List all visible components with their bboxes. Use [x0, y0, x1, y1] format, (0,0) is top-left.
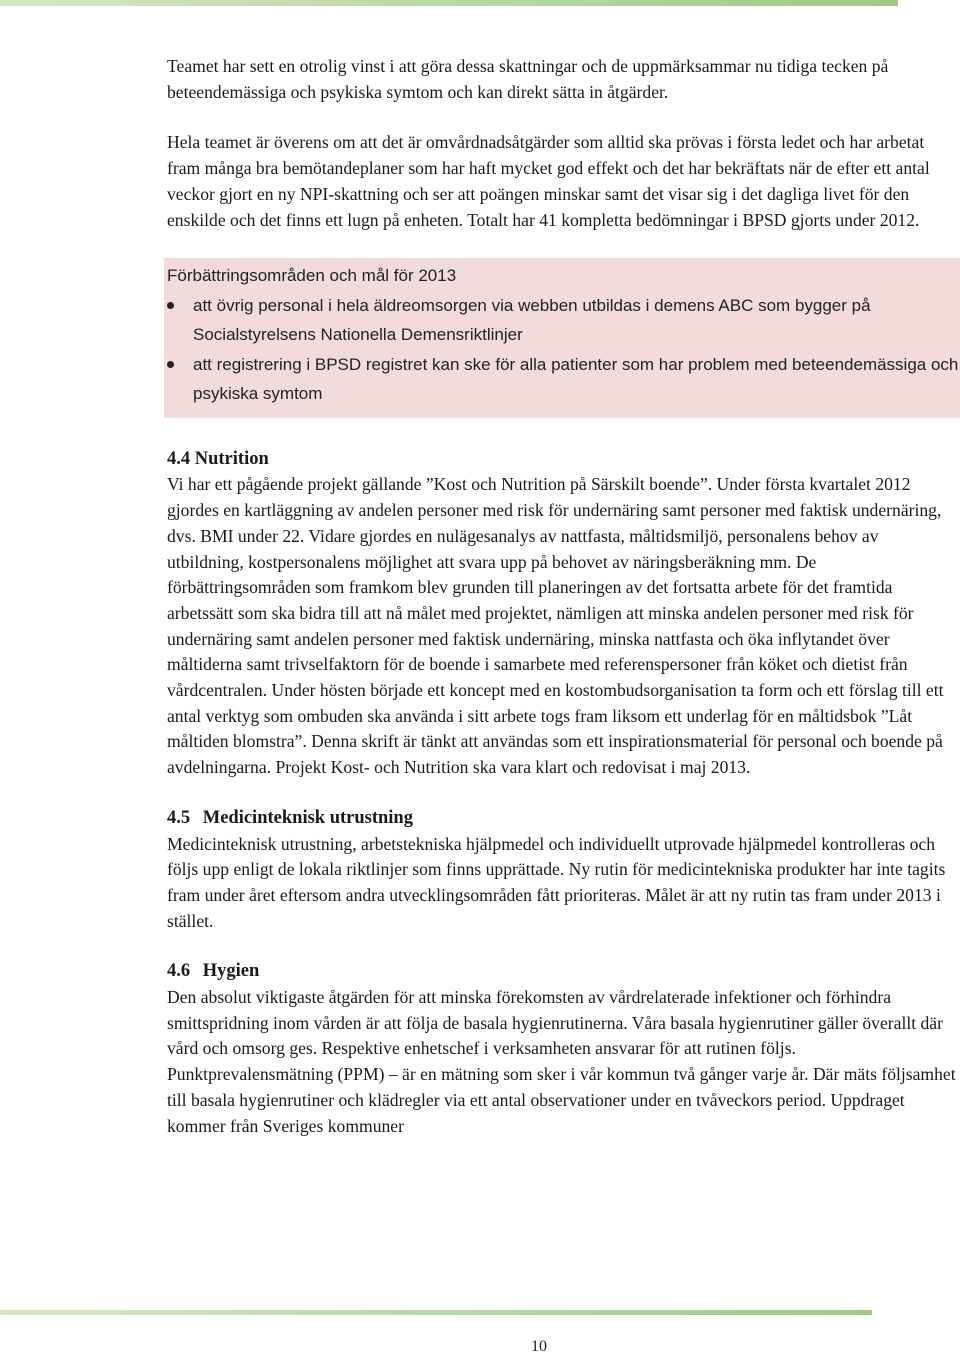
section-heading-nutrition: [167, 447, 957, 473]
section-heading-medtech: [167, 806, 957, 832]
section-title: Medicinteknisk utrustning: [202, 807, 413, 828]
header-rule: [0, 0, 898, 6]
intro-paragraph-2: Hela teamet är överens om att det är omvårdnadsåtgärder som alltid ska prövas i första ledet och har arbetat fram många bra bemötandeplaner som har haft mycket god effekt och det har bekräftats när de efter ett antal veckor gjort en ny NPI-skattning och ser att poängen minskar samt det visar sig i det dagliga livet för den enskilde och det finns ett lugn på enheten. Totalt har 41 kompletta bedömningar i BPSD gjorts under 2012.: [167, 132, 930, 230]
section-title: Nutrition: [194, 448, 269, 469]
section-body-hygiene: Den absolut viktigaste åtgärden för att minska förekomsten av vårdrelaterade infektioner och förhindra smittspridning inom vården är att följa de basala hygienrutinerna. Våra basala hygienrutiner gäller överallt där vård och omsorg ges. Respektive enhetschef i verksamheten ansvarar för att rutinen följs. Punktprevalensmätning (PPM) – är en mätning som sker i vår kommun två gånger varje år. Där mäts följsamhet till basala hygienrutiner och klädregler via ett antal observationer under en tvåveckors period. Uppdraget kommer från Sveriges kommuner: [167, 987, 956, 1136]
callout-title: Förbättringsområden och mål för 2013: [167, 266, 457, 286]
callout-list-item: att registrering i BPSD registret kan ske för alla patienter som har problem med beteendemässiga och psykiska symtom: [167, 350, 960, 409]
section-number: 4.6: [167, 961, 191, 982]
footer-rule: [0, 1310, 872, 1315]
section-heading-hygiene: [167, 959, 957, 985]
section-number: 4.4: [167, 448, 191, 469]
section-title: Hygien: [202, 961, 260, 982]
intro-paragraph-1: Teamet har sett en otrolig vinst i att göra dessa skattningar och de uppmärksammar nu tidiga tecken på beteendemässiga och psykiska symtom och kan direkt sätta in åtgärder.: [167, 56, 889, 102]
section-number: 4.5: [167, 807, 191, 828]
page-content: [167, 54, 957, 1139]
section-body-medtech: Medicinteknisk utrustning, arbetstekniska hjälpmedel och individuellt utprovade hjälpmedel kontrolleras och följs upp enligt de lokala riktlinjer som finns upprättade. Ny rutin för medicintekniska produkter har inte tagits fram under året eftersom andra utvecklingsområden fått prioriteras. Målet är att ny rutin tas fram under 2013 i stället.: [167, 833, 946, 931]
improvement-callout: [164, 258, 960, 418]
page-number: 10: [531, 1338, 547, 1355]
callout-list-item: att övrig personal i hela äldreomsorgen via webben utbildas i demens ABC som bygger på Socialstyrelsens Nationella Demensriktlinjer: [167, 291, 960, 350]
section-body-nutrition: Vi har ett pågående projekt gällande ”Kost och Nutrition på Särskilt boende”. Under första kvartalet 2012 gjordes en kartläggning av andelen personer med risk för undernäring samt personer med faktisk undernäring, dvs. BMI under 22. Vidare gjordes en nulägesanalys av nattfasta, måltidsmiljö, personalens behov av utbildning, kostpersonalens möjlighet att svara upp på behovet av näringsberäkning mm. De förbättringsområden som framkom blev grunden till planeringen av det fortsatta arbete för det framtida arbetssätt som ska bidra till att nå målet med projektet, nämligen att minska andelen personer med risk för undernäring samt andelen personer med faktisk undernäring, minska nattfasta och öka inflytandet över måltiderna samt trivselfaktorn för de boende i samarbete med referenspersoner från köket och dietist från vårdcentralen. Under hösten började ett koncept med en kostombudsorganisation ta form och ett förslag till ett antal verktyg som ombuden ska använda i sitt arbete togs fram liksom ett underlag för en måltidsbok ”Låt måltiden blomstra”. Denna skrift är tänkt att användas som ett inspirationsmaterial för personal och boende på avdelningarna. Projekt Kost- och Nutrition ska vara klart och redovisat i maj 2013.: [167, 474, 944, 778]
callout-list: [167, 291, 960, 409]
